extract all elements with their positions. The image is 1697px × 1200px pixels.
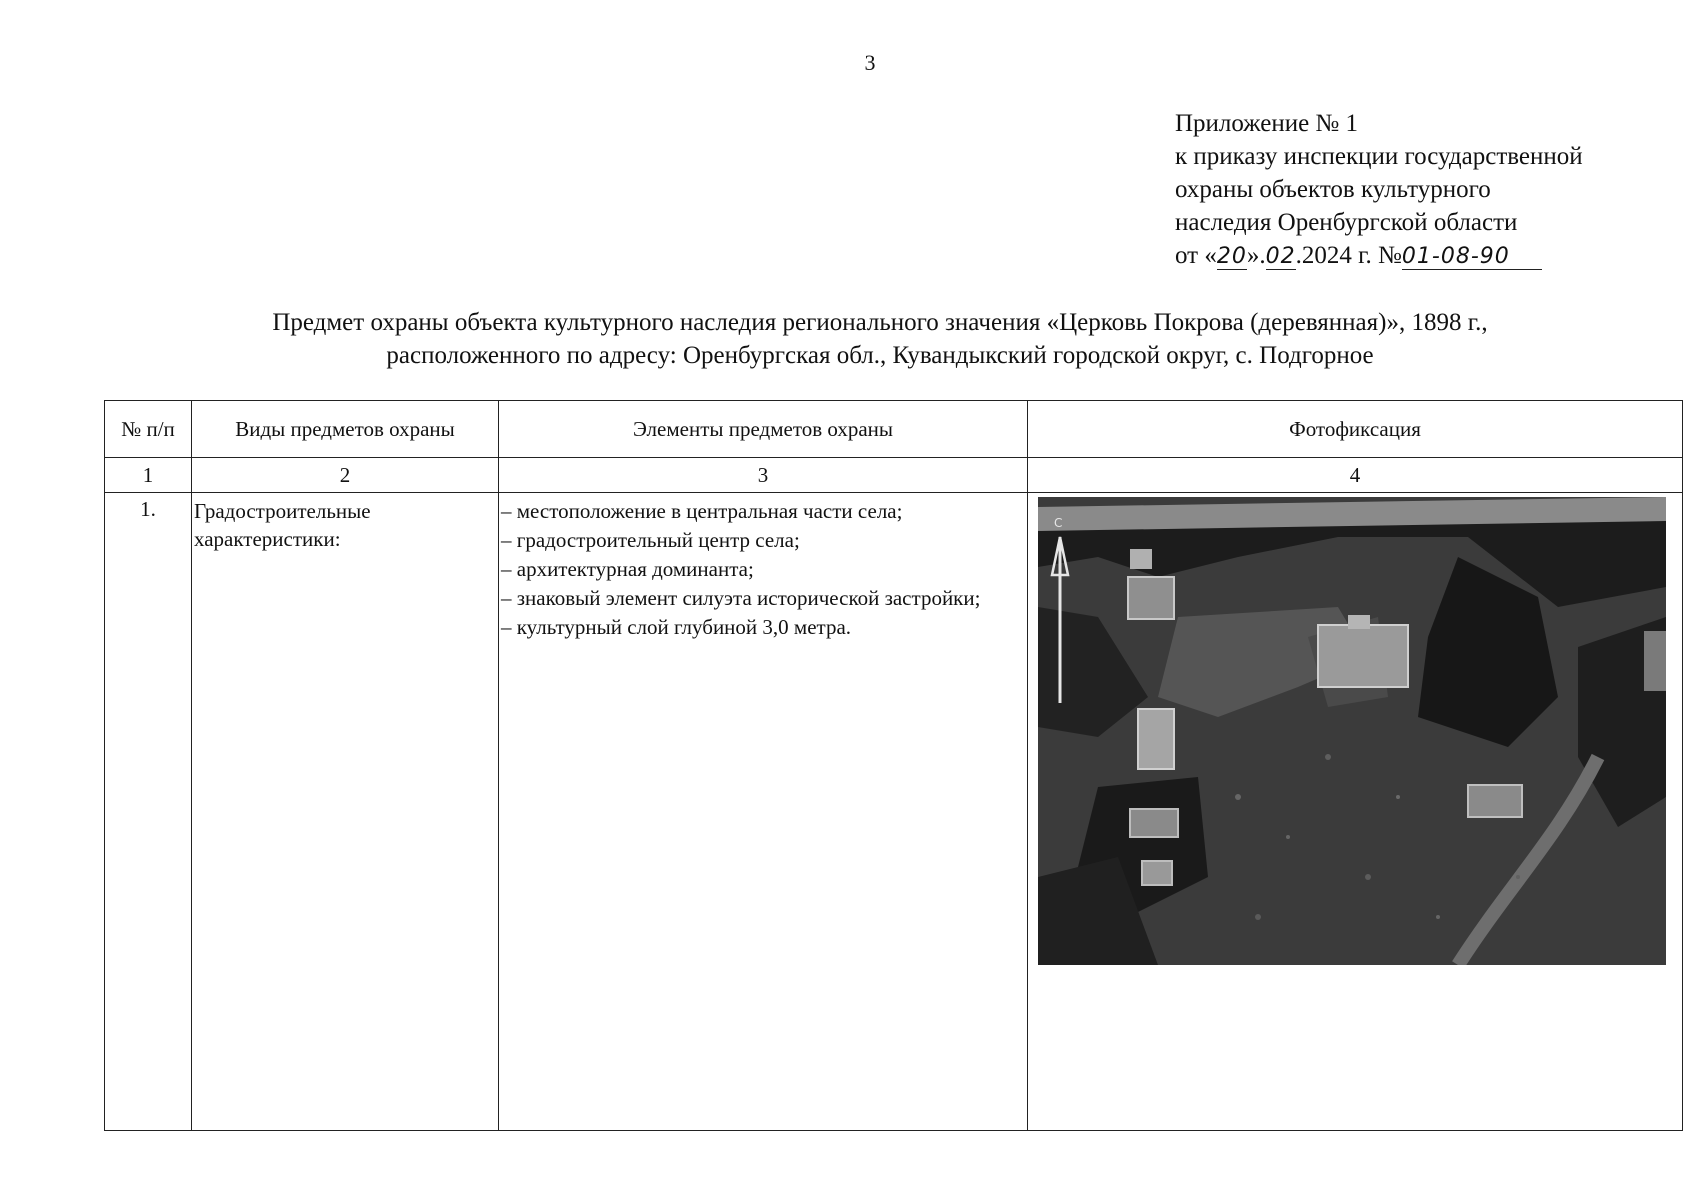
protection-subject-table: [104, 400, 1683, 1131]
row-number: 1.: [105, 493, 192, 1131]
appendix-block: [1175, 107, 1583, 272]
element-item: – градостроительный центр села;: [501, 528, 800, 552]
date-mid: ».: [1246, 242, 1266, 269]
appendix-line: охраны объектов культурного: [1175, 176, 1491, 203]
element-item: – культурный слой глубиной 3,0 метра.: [501, 615, 852, 639]
page-number: 3: [864, 50, 876, 75]
date-prefix: от «: [1175, 242, 1217, 269]
header-kinds: Виды предметов охраны: [192, 401, 499, 458]
aerial-satellite-photo: [1038, 497, 1666, 965]
element-item: – местоположение в центральная части села;: [501, 499, 903, 523]
date-month: 02: [1265, 244, 1296, 269]
document-title: [100, 306, 1660, 372]
table-row: [105, 493, 1683, 1131]
title-line-2: расположенного по адресу: Оренбургская обл., Кувандыкский городской округ, с. Подгорное: [386, 342, 1374, 369]
date-day: 20: [1216, 244, 1247, 269]
title-line-1: Предмет охраны объекта культурного наследия регионального значения «Церковь Покрова (деревянная)», 1898 г.,: [272, 309, 1488, 336]
appendix-line: наследия Оренбургской области: [1175, 209, 1518, 236]
date-suffix: .2024 г. №: [1295, 242, 1402, 269]
header-number: № п/п: [105, 401, 192, 458]
column-number-row: [105, 458, 1683, 493]
column-number: 3: [499, 458, 1028, 493]
row-kind: Градостроительные характеристики:: [192, 493, 499, 1131]
column-number: 1: [105, 458, 192, 493]
row-elements: [499, 493, 1028, 1131]
order-number: 01-08-90: [1402, 245, 1542, 270]
appendix-date-line: [1175, 239, 1583, 272]
header-photo: Фотофиксация: [1028, 401, 1683, 458]
row-photo-cell: [1028, 493, 1683, 1131]
appendix-line: к приказу инспекции государственной: [1175, 143, 1583, 170]
element-item: – архитектурная доминанта;: [501, 557, 754, 581]
appendix-title: Приложение № 1: [1175, 110, 1359, 137]
header-elements: Элементы предметов охраны: [499, 401, 1028, 458]
table-header-row: [105, 401, 1683, 458]
element-item: – знаковый элемент силуэта исторической застройки;: [501, 586, 981, 610]
svg-text:С: С: [1054, 516, 1063, 530]
column-number: 2: [192, 458, 499, 493]
column-number: 4: [1028, 458, 1683, 493]
